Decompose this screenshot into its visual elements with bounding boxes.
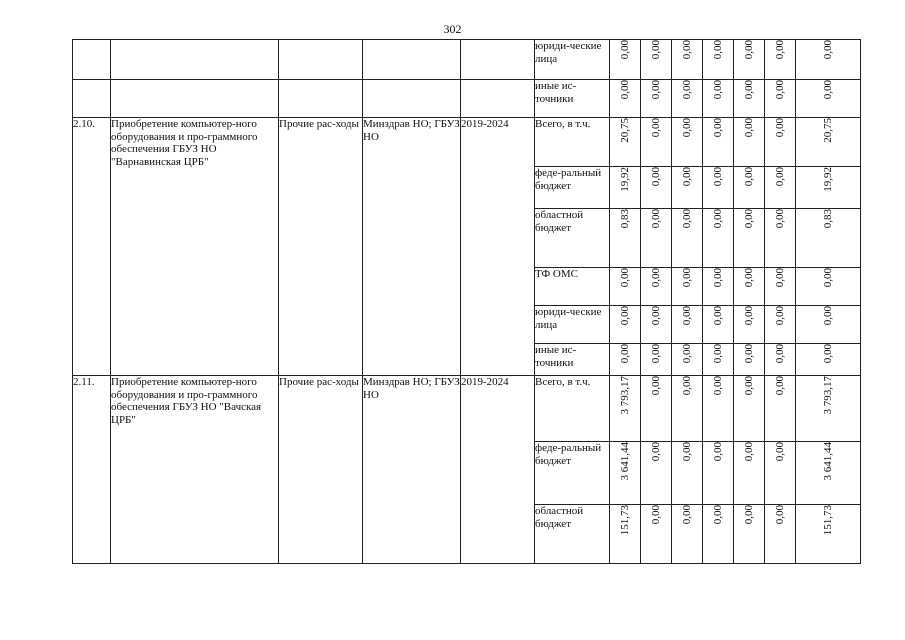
empty-cell bbox=[363, 80, 461, 118]
funding-source-label: иные ис-точники bbox=[535, 344, 577, 369]
item-number-cell bbox=[73, 376, 111, 564]
amount-value: 0,00 bbox=[773, 442, 786, 462]
amount-cell bbox=[641, 167, 672, 209]
funding-source-label: феде-ральный бюджет bbox=[535, 442, 602, 467]
empty-cell bbox=[461, 40, 535, 80]
amount-cell bbox=[734, 376, 765, 442]
amount-cell bbox=[765, 167, 796, 209]
amount-value: 0,00 bbox=[742, 209, 755, 229]
amount-cell bbox=[703, 376, 734, 442]
amount-cell bbox=[703, 209, 734, 268]
amount-value: 0,00 bbox=[649, 505, 662, 525]
amount-cell bbox=[765, 505, 796, 564]
amount-value: 0,83 bbox=[618, 209, 631, 229]
amount-cell bbox=[641, 442, 672, 505]
amount-cell bbox=[610, 268, 641, 306]
funding-source-cell bbox=[535, 306, 610, 344]
amount-value: 0,00 bbox=[773, 118, 786, 138]
empty-cell bbox=[279, 80, 363, 118]
amount-cell bbox=[734, 167, 765, 209]
amount-cell bbox=[796, 40, 861, 80]
item-number-cell bbox=[73, 118, 111, 376]
item-period: 2019-2024 bbox=[461, 376, 509, 388]
amount-cell bbox=[610, 118, 641, 167]
amount-cell bbox=[703, 505, 734, 564]
amount-cell bbox=[765, 40, 796, 80]
amount-cell bbox=[796, 268, 861, 306]
amount-cell bbox=[641, 40, 672, 80]
amount-value: 0,00 bbox=[821, 40, 834, 60]
amount-value: 0,00 bbox=[711, 118, 724, 138]
amount-value: 20,75 bbox=[821, 118, 834, 143]
amount-cell bbox=[796, 209, 861, 268]
amount-value: 0,00 bbox=[742, 80, 755, 100]
amount-cell bbox=[734, 118, 765, 167]
amount-cell bbox=[641, 118, 672, 167]
funding-source-label: ТФ ОМС bbox=[535, 268, 578, 280]
funding-source-label: феде-ральный бюджет bbox=[535, 167, 602, 192]
table-row bbox=[73, 80, 861, 118]
amount-cell bbox=[796, 442, 861, 505]
funding-source-label: Всего, в т.ч. bbox=[535, 376, 591, 388]
amount-value: 0,00 bbox=[773, 376, 786, 396]
amount-value: 0,00 bbox=[773, 167, 786, 187]
amount-cell bbox=[765, 344, 796, 376]
amount-value: 0,00 bbox=[680, 505, 693, 525]
amount-value: 0,00 bbox=[711, 376, 724, 396]
amount-value: 0,00 bbox=[773, 306, 786, 326]
item-name-cell bbox=[111, 118, 279, 376]
empty-cell bbox=[111, 80, 279, 118]
amount-cell bbox=[734, 505, 765, 564]
funding-source-cell bbox=[535, 209, 610, 268]
amount-cell bbox=[610, 40, 641, 80]
budget-table bbox=[72, 39, 861, 564]
amount-value: 0,00 bbox=[742, 442, 755, 462]
amount-cell bbox=[703, 118, 734, 167]
amount-value: 0,00 bbox=[649, 376, 662, 396]
amount-cell bbox=[610, 376, 641, 442]
amount-cell bbox=[610, 306, 641, 344]
amount-cell bbox=[765, 442, 796, 505]
amount-cell bbox=[796, 344, 861, 376]
amount-cell bbox=[796, 505, 861, 564]
amount-value: 0,00 bbox=[711, 40, 724, 60]
amount-cell bbox=[796, 80, 861, 118]
amount-value: 0,00 bbox=[649, 344, 662, 364]
amount-cell bbox=[703, 306, 734, 344]
amount-value: 0,00 bbox=[742, 40, 755, 60]
item-category-cell bbox=[279, 118, 363, 376]
empty-cell bbox=[73, 40, 111, 80]
amount-value: 3 641,44 bbox=[618, 442, 631, 481]
amount-cell bbox=[734, 344, 765, 376]
item-period-cell bbox=[461, 118, 535, 376]
item-executor-cell bbox=[363, 118, 461, 376]
amount-value: 0,00 bbox=[821, 306, 834, 326]
amount-value: 0,00 bbox=[680, 268, 693, 288]
amount-cell bbox=[672, 118, 703, 167]
amount-value: 0,83 bbox=[821, 209, 834, 229]
item-name-cell bbox=[111, 376, 279, 564]
amount-value: 0,00 bbox=[618, 40, 631, 60]
page-number: 302 bbox=[443, 22, 462, 36]
amount-cell bbox=[610, 344, 641, 376]
empty-cell bbox=[363, 40, 461, 80]
amount-value: 0,00 bbox=[742, 344, 755, 364]
item-executor: Минздрав НО; ГБУЗ НО bbox=[363, 118, 460, 143]
amount-cell bbox=[703, 40, 734, 80]
item-period: 2019-2024 bbox=[461, 118, 509, 130]
funding-source-cell bbox=[535, 505, 610, 564]
amount-cell bbox=[672, 505, 703, 564]
amount-value: 3 793,17 bbox=[618, 376, 631, 415]
amount-value: 0,00 bbox=[742, 505, 755, 525]
amount-value: 0,00 bbox=[680, 376, 693, 396]
amount-cell bbox=[641, 306, 672, 344]
funding-source-cell bbox=[535, 118, 610, 167]
amount-value: 151,73 bbox=[618, 505, 631, 536]
amount-value: 0,00 bbox=[680, 167, 693, 187]
amount-value: 19,92 bbox=[821, 167, 834, 192]
empty-cell bbox=[279, 40, 363, 80]
amount-value: 0,00 bbox=[742, 306, 755, 326]
table-row bbox=[73, 40, 861, 80]
amount-cell bbox=[641, 80, 672, 118]
amount-value: 0,00 bbox=[773, 40, 786, 60]
amount-value: 0,00 bbox=[711, 167, 724, 187]
amount-value: 0,00 bbox=[742, 167, 755, 187]
funding-source-label: областной бюджет bbox=[535, 209, 584, 234]
amount-value: 0,00 bbox=[821, 344, 834, 364]
funding-source-cell bbox=[535, 376, 610, 442]
item-category: Прочие рас-ходы bbox=[279, 118, 359, 130]
amount-cell bbox=[610, 167, 641, 209]
item-name: Приобретение компьютер-ного оборудования и про-граммного обеспечения ГБУЗ НО "Вачская ЦРБ" bbox=[111, 376, 262, 426]
amount-value: 0,00 bbox=[711, 505, 724, 525]
funding-source-cell bbox=[535, 167, 610, 209]
amount-cell bbox=[765, 268, 796, 306]
amount-cell bbox=[641, 268, 672, 306]
budget-table-body bbox=[73, 40, 861, 564]
amount-cell bbox=[703, 344, 734, 376]
amount-value: 3 793,17 bbox=[821, 376, 834, 415]
item-number: 2.11. bbox=[73, 376, 95, 388]
amount-value: 0,00 bbox=[773, 209, 786, 229]
funding-source-cell bbox=[535, 442, 610, 505]
amount-value: 151,73 bbox=[821, 505, 834, 536]
amount-value: 0,00 bbox=[618, 344, 631, 364]
amount-value: 0,00 bbox=[742, 268, 755, 288]
amount-cell bbox=[796, 118, 861, 167]
funding-source-label: юриди-ческие лица bbox=[535, 306, 602, 331]
amount-cell bbox=[641, 344, 672, 376]
amount-value: 0,00 bbox=[680, 209, 693, 229]
amount-cell bbox=[610, 209, 641, 268]
amount-value: 0,00 bbox=[821, 268, 834, 288]
amount-cell bbox=[734, 442, 765, 505]
item-executor: Минздрав НО; ГБУЗ НО bbox=[363, 376, 460, 401]
amount-value: 0,00 bbox=[680, 40, 693, 60]
amount-cell bbox=[703, 442, 734, 505]
funding-source-label: Всего, в т.ч. bbox=[535, 118, 591, 130]
amount-value: 0,00 bbox=[618, 80, 631, 100]
amount-value: 0,00 bbox=[680, 442, 693, 462]
amount-value: 0,00 bbox=[711, 344, 724, 364]
funding-source-label: юриди-ческие лица bbox=[535, 40, 602, 65]
amount-cell bbox=[672, 209, 703, 268]
amount-cell bbox=[703, 268, 734, 306]
amount-cell bbox=[703, 167, 734, 209]
amount-cell bbox=[734, 40, 765, 80]
amount-value: 0,00 bbox=[773, 505, 786, 525]
amount-cell bbox=[796, 306, 861, 344]
table-row bbox=[73, 118, 861, 167]
amount-cell bbox=[796, 167, 861, 209]
funding-source-cell bbox=[535, 344, 610, 376]
funding-source-cell bbox=[535, 40, 610, 80]
amount-cell bbox=[610, 80, 641, 118]
amount-value: 0,00 bbox=[618, 268, 631, 288]
amount-value: 19,92 bbox=[618, 167, 631, 192]
amount-cell bbox=[672, 40, 703, 80]
amount-cell bbox=[672, 167, 703, 209]
amount-value: 0,00 bbox=[680, 344, 693, 364]
amount-value: 0,00 bbox=[742, 376, 755, 396]
amount-cell bbox=[641, 505, 672, 564]
amount-value: 0,00 bbox=[711, 306, 724, 326]
amount-cell bbox=[672, 442, 703, 505]
amount-cell bbox=[734, 268, 765, 306]
amount-value: 0,00 bbox=[711, 268, 724, 288]
amount-value: 0,00 bbox=[680, 118, 693, 138]
amount-cell bbox=[672, 80, 703, 118]
amount-cell bbox=[734, 306, 765, 344]
amount-cell bbox=[672, 344, 703, 376]
empty-cell bbox=[73, 80, 111, 118]
amount-value: 0,00 bbox=[649, 306, 662, 326]
item-name: Приобретение компьютер-ного оборудования и про-граммного обеспечения ГБУЗ НО "Варнавинская ЦРБ" bbox=[111, 118, 258, 168]
amount-value: 0,00 bbox=[711, 442, 724, 462]
amount-cell bbox=[672, 306, 703, 344]
amount-value: 0,00 bbox=[649, 118, 662, 138]
item-category: Прочие рас-ходы bbox=[279, 376, 359, 388]
amount-value: 0,00 bbox=[773, 80, 786, 100]
amount-value: 0,00 bbox=[649, 442, 662, 462]
amount-value: 0,00 bbox=[773, 268, 786, 288]
amount-value: 0,00 bbox=[618, 306, 631, 326]
amount-value: 20,75 bbox=[618, 118, 631, 143]
empty-cell bbox=[111, 40, 279, 80]
amount-cell bbox=[765, 118, 796, 167]
empty-cell bbox=[461, 80, 535, 118]
amount-value: 0,00 bbox=[649, 268, 662, 288]
amount-value: 0,00 bbox=[711, 80, 724, 100]
amount-cell bbox=[610, 442, 641, 505]
amount-cell bbox=[703, 80, 734, 118]
amount-cell bbox=[672, 268, 703, 306]
funding-source-label: иные ис-точники bbox=[535, 80, 577, 105]
amount-value: 0,00 bbox=[773, 344, 786, 364]
amount-cell bbox=[672, 376, 703, 442]
funding-source-cell bbox=[535, 268, 610, 306]
amount-cell bbox=[641, 209, 672, 268]
amount-cell bbox=[765, 80, 796, 118]
amount-value: 0,00 bbox=[742, 118, 755, 138]
amount-cell bbox=[641, 376, 672, 442]
amount-value: 0,00 bbox=[711, 209, 724, 229]
amount-value: 0,00 bbox=[680, 306, 693, 326]
amount-cell bbox=[765, 209, 796, 268]
item-executor-cell bbox=[363, 376, 461, 564]
amount-value: 0,00 bbox=[649, 40, 662, 60]
amount-cell bbox=[765, 306, 796, 344]
funding-source-cell bbox=[535, 80, 610, 118]
amount-value: 0,00 bbox=[680, 80, 693, 100]
amount-value: 0,00 bbox=[649, 80, 662, 100]
funding-source-label: областной бюджет bbox=[535, 505, 584, 530]
amount-cell bbox=[734, 80, 765, 118]
item-number: 2.10. bbox=[73, 118, 95, 130]
amount-value: 0,00 bbox=[649, 209, 662, 229]
amount-value: 0,00 bbox=[821, 80, 834, 100]
amount-value: 0,00 bbox=[649, 167, 662, 187]
amount-cell bbox=[796, 376, 861, 442]
amount-value: 3 641,44 bbox=[821, 442, 834, 481]
item-period-cell bbox=[461, 376, 535, 564]
amount-cell bbox=[734, 209, 765, 268]
item-category-cell bbox=[279, 376, 363, 564]
table-row bbox=[73, 376, 861, 442]
amount-cell bbox=[610, 505, 641, 564]
amount-cell bbox=[765, 376, 796, 442]
